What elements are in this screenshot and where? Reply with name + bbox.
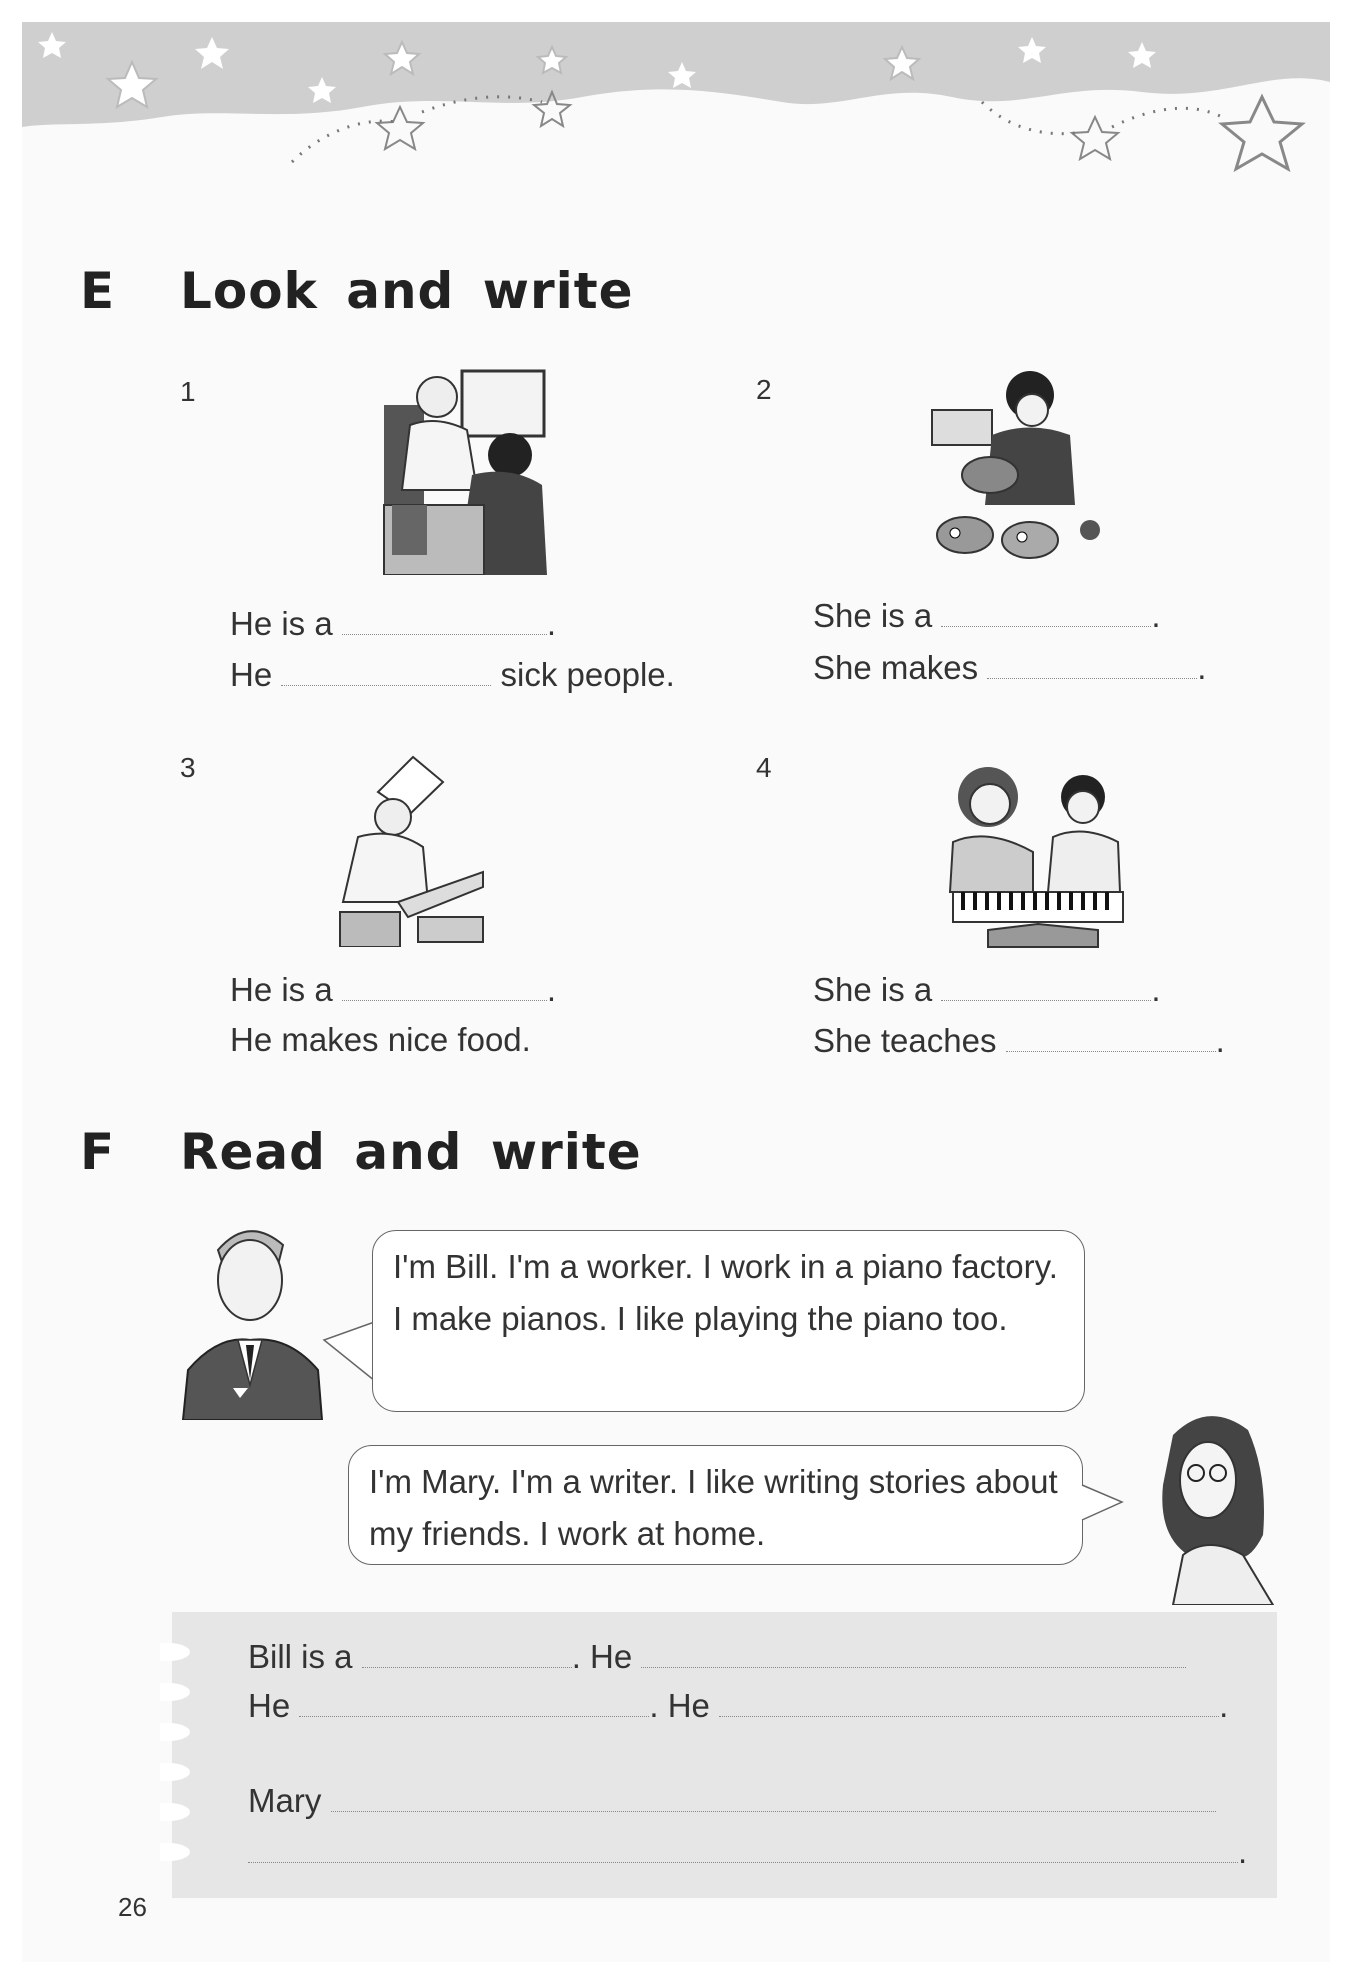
item-4-line-2 [813, 1021, 1225, 1060]
doctor-examining-boy-illustration [382, 365, 552, 575]
item-3-suffix-1: . [546, 971, 557, 1008]
item-1-blank-1[interactable] [342, 604, 547, 635]
answer-row-2-end: . [1219, 1687, 1229, 1724]
item-3-blank-1[interactable] [342, 970, 547, 1001]
mary-speech-bubble: I'm Mary. I'm a writer. I like writing stories about my friends. I work at home. [348, 1445, 1083, 1565]
answer-row-2-blank-a[interactable] [299, 1686, 649, 1717]
answer-row-1 [248, 1637, 1186, 1676]
answer-row-2-label-b: . He [649, 1687, 710, 1724]
item-4-blank-2[interactable] [1006, 1021, 1216, 1052]
item-2-line-1 [813, 596, 1161, 635]
item-1-line-1 [230, 604, 556, 643]
item-2-suffix-2: . [1197, 649, 1207, 686]
item-1-line-2 [230, 655, 675, 694]
torn-edge-decoration [160, 1612, 200, 1898]
teacher-and-child-at-piano-illustration [948, 752, 1128, 952]
woman-making-toy-fish-illustration [930, 365, 1110, 565]
item-1-suffix-1: . [546, 605, 557, 642]
answer-row-1-label-a: Bill is a [248, 1638, 353, 1675]
answer-row-1-blank-a[interactable] [362, 1637, 572, 1668]
item-2-prefix-2: She makes [813, 649, 979, 686]
item-1-prefix-1: He is a [230, 605, 333, 642]
answer-row-1-blank-b[interactable] [641, 1637, 1186, 1668]
chef-cooking-illustration [338, 752, 488, 947]
mary-portrait-illustration [1148, 1405, 1278, 1605]
item-number-2: 2 [756, 374, 772, 405]
bill-portrait-illustration [178, 1210, 324, 1420]
answer-row-3-label-a: Mary [248, 1782, 322, 1819]
item-4-blank-1[interactable] [941, 970, 1151, 1001]
item-2-prefix-1: She is a [813, 597, 933, 634]
answer-row-3 [248, 1781, 1216, 1820]
item-1-prefix-2: He [230, 656, 273, 693]
item-3-line-1 [230, 970, 556, 1009]
answer-row-1-label-b: . He [571, 1638, 633, 1675]
item-2-blank-1[interactable] [941, 596, 1151, 627]
item-2-blank-2[interactable] [987, 648, 1197, 679]
mary-bubble-tail [1080, 1480, 1125, 1530]
item-4-suffix-2: . [1215, 1022, 1225, 1059]
section-e-title: Look and write [180, 262, 634, 320]
answer-row-2-blank-b[interactable] [719, 1686, 1219, 1717]
answer-row-3-blank[interactable] [331, 1781, 1216, 1812]
item-number-4: 4 [756, 752, 772, 783]
section-f-title: Read and write [180, 1123, 642, 1181]
answer-row-4 [248, 1832, 1247, 1871]
page-number: 26 [118, 1892, 147, 1922]
item-4-prefix-2: She teaches [813, 1022, 997, 1059]
star-banner [22, 22, 1330, 212]
answer-row-4-end: . [1238, 1833, 1248, 1870]
item-3-text-2: He makes nice food. [230, 1021, 531, 1058]
answer-row-4-blank[interactable] [248, 1832, 1238, 1863]
section-e-letter: E [80, 262, 115, 320]
item-4-line-1 [813, 970, 1161, 1009]
bill-speech-bubble: I'm Bill. I'm a worker. I work in a piano factory. I make pianos. I like playing the piano too. [372, 1230, 1085, 1412]
item-4-prefix-1: She is a [813, 971, 933, 1008]
item-3-prefix-1: He is a [230, 971, 333, 1008]
item-2-line-2 [813, 648, 1206, 687]
item-3-line-2 [230, 1021, 531, 1059]
item-number-3: 3 [180, 752, 196, 783]
answer-row-2-label-a: He [248, 1687, 291, 1724]
item-2-suffix-1: . [1151, 597, 1161, 634]
item-1-suffix-2: sick people. [500, 656, 675, 693]
item-number-1: 1 [180, 376, 196, 407]
answer-row-2 [248, 1686, 1228, 1725]
section-f-letter: F [80, 1123, 115, 1181]
item-4-suffix-1: . [1151, 971, 1161, 1008]
item-1-blank-2[interactable] [281, 655, 491, 686]
